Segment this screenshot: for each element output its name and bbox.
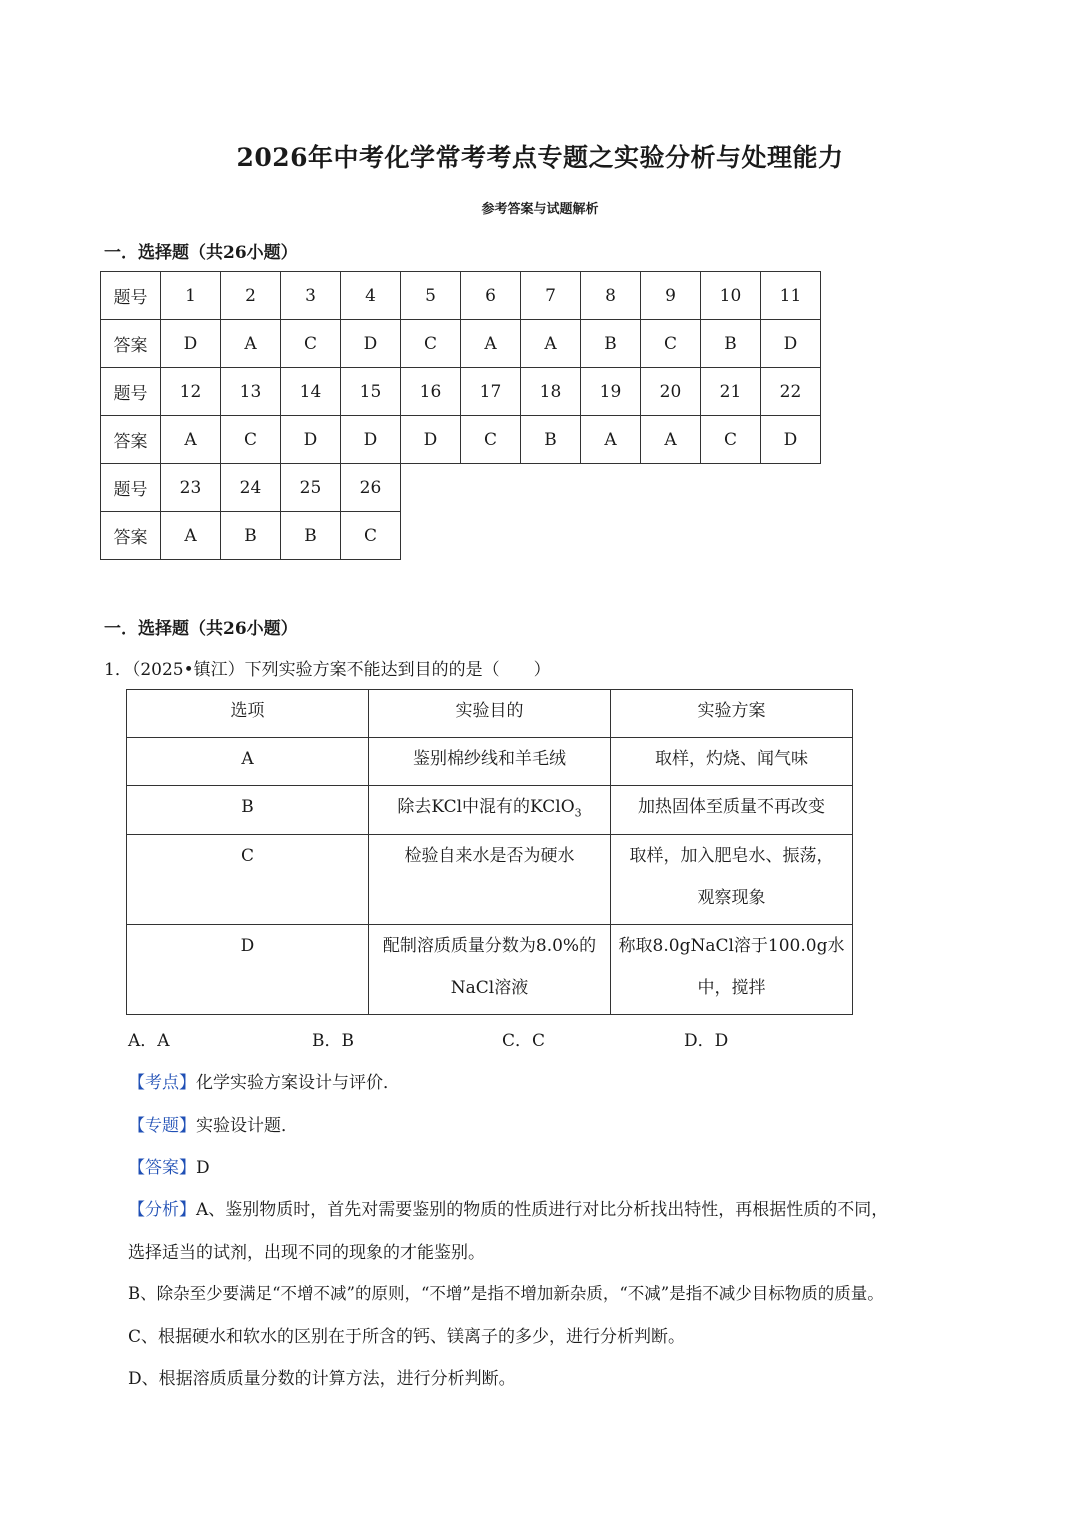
question-number-cell: 8	[581, 272, 641, 320]
answer-cell: A	[221, 320, 281, 368]
answer-cell: A	[581, 416, 641, 464]
row-c-plan-line1: 取样，加入肥皂水、振荡，	[629, 846, 834, 867]
question-number-cell: 4	[341, 272, 401, 320]
label-question-number: 题号	[101, 272, 161, 320]
table-row	[101, 272, 821, 320]
choice-c: C．C	[502, 1031, 546, 1051]
table-row	[101, 512, 821, 560]
row-c-plan	[611, 835, 853, 925]
row-d-plan	[611, 925, 853, 1015]
answer-cell: B	[581, 320, 641, 368]
question-number-cell: 10	[701, 272, 761, 320]
row-a-option: A	[127, 738, 369, 786]
row-d-plan-line1: 称取8.0gNaCl溶于100.0g水	[618, 936, 845, 957]
choice-a: A．A	[128, 1031, 170, 1051]
table-row	[127, 925, 853, 1015]
answer-cell: C	[221, 416, 281, 464]
answer-cell: C	[701, 416, 761, 464]
row-b-goal	[369, 786, 611, 835]
zhuanti-tag: 【专题】	[128, 1116, 196, 1136]
table-row	[127, 786, 853, 835]
row-d-goal-line2: NaCl溶液	[450, 978, 529, 999]
row-d-plan-line2: 中，搅拌	[697, 978, 766, 999]
document-subtitle: 参考答案与试题解析	[481, 202, 599, 217]
question-number-cell: 2	[221, 272, 281, 320]
question-number-cell: 9	[641, 272, 701, 320]
row-b-goal-subscript: 3	[574, 806, 582, 820]
question-number-cell: 25	[281, 464, 341, 512]
answer-cell: D	[281, 416, 341, 464]
label-answer: 答案	[101, 512, 161, 560]
question-number-cell: 17	[461, 368, 521, 416]
answer-cell: C	[641, 320, 701, 368]
question-number-cell: 21	[701, 368, 761, 416]
label-question-number: 题号	[101, 464, 161, 512]
answer-cell: C	[461, 416, 521, 464]
question-1-stem: 1．（2025•镇江）下列实验方案不能达到目的的是（ ）	[104, 660, 551, 680]
row-d-goal	[369, 925, 611, 1015]
section-heading-answers: 一．选择题（共26小题）	[104, 243, 298, 263]
table-header-plan: 实验方案	[611, 690, 853, 738]
row-b-goal-text: 除去KCl中混有的KClO	[397, 797, 575, 817]
table-row	[101, 320, 821, 368]
question-number-cell: 12	[161, 368, 221, 416]
row-b-plan: 加热固体至质量不再改变	[611, 786, 853, 835]
fenxi-line-c: C、根据硬水和软水的区别在于所含的钙、镁离子的多少，进行分析判断。	[128, 1327, 686, 1347]
answer-cell: D	[161, 320, 221, 368]
question-number-cell: 18	[521, 368, 581, 416]
question-number-cell: 22	[761, 368, 821, 416]
question-number-cell: 23	[161, 464, 221, 512]
row-c-goal: 检验自来水是否为硬水	[369, 835, 611, 925]
choice-d: D．D	[684, 1031, 729, 1051]
table-row	[127, 738, 853, 786]
question-number-cell: 1	[161, 272, 221, 320]
question-number-cell: 6	[461, 272, 521, 320]
table-row	[101, 464, 821, 512]
zhuanti-line	[128, 1111, 298, 1136]
question-number-cell: 5	[401, 272, 461, 320]
question-number-cell: 24	[221, 464, 281, 512]
answer-cell: A	[641, 416, 701, 464]
question-number-cell: 20	[641, 368, 701, 416]
document-title: 2026年中考化学常考考点专题之实验分析与处理能力	[236, 143, 844, 172]
question-number-cell: 26	[341, 464, 401, 512]
question-number-cell: 3	[281, 272, 341, 320]
answer-cell: D	[341, 320, 401, 368]
row-c-option: C	[127, 835, 369, 925]
answer-cell: A	[461, 320, 521, 368]
kaodian-text: 化学实验方案设计与评价．	[196, 1073, 400, 1093]
answer-cell: C	[341, 512, 401, 560]
fenxi-text-a: A、鉴别物质时，首先对需要鉴别的物质的性质进行对比分析找出特性，再根据性质的不同，	[196, 1200, 889, 1220]
fenxi-line-d: D、根据溶质质量分数的计算方法，进行分析判断。	[128, 1369, 516, 1389]
answer-cell: C	[401, 320, 461, 368]
table-header-goal: 实验目的	[369, 690, 611, 738]
label-question-number: 题号	[101, 368, 161, 416]
daan-line	[128, 1153, 210, 1178]
label-answer: 答案	[101, 416, 161, 464]
kaodian-tag: 【考点】	[128, 1073, 196, 1093]
answer-cell: B	[281, 512, 341, 560]
experiment-table	[126, 689, 853, 1015]
answer-cell: A	[521, 320, 581, 368]
answer-cell: D	[761, 320, 821, 368]
question-number-cell: 15	[341, 368, 401, 416]
answer-cell: C	[281, 320, 341, 368]
row-a-plan: 取样，灼烧、闻气味	[611, 738, 853, 786]
answer-cell: D	[761, 416, 821, 464]
row-d-goal-line1: 配制溶质质量分数为8.0%的	[382, 936, 597, 957]
question-number-cell: 11	[761, 272, 821, 320]
answer-cell: D	[341, 416, 401, 464]
question-number-cell: 14	[281, 368, 341, 416]
answer-cell: B	[701, 320, 761, 368]
table-header-option: 选项	[127, 690, 369, 738]
answer-table	[100, 271, 821, 560]
row-a-goal: 鉴别棉纱线和羊毛绒	[369, 738, 611, 786]
answer-cell: B	[521, 416, 581, 464]
kaodian-line	[128, 1068, 400, 1093]
question-number-cell: 19	[581, 368, 641, 416]
table-row	[101, 416, 821, 464]
choice-b: B．B	[312, 1031, 354, 1051]
label-answer: 答案	[101, 320, 161, 368]
answer-cell: A	[161, 512, 221, 560]
row-b-option: B	[127, 786, 369, 835]
fenxi-line-a2: 选择适当的试剂，出现不同的现象的才能鉴别。	[128, 1243, 485, 1263]
section-heading-questions: 一．选择题（共26小题）	[104, 619, 298, 639]
answer-cell: A	[161, 416, 221, 464]
fenxi-line-b: B、除杂至少要满足“不增不减”的原则，“不增”是指不增加新杂质，“不减”是指不减少目标物质的质量。	[128, 1284, 884, 1303]
question-number-cell: 7	[521, 272, 581, 320]
question-number-cell: 13	[221, 368, 281, 416]
fenxi-line	[128, 1195, 888, 1220]
row-c-plan-line2: 观察现象	[697, 888, 766, 909]
daan-text: D	[196, 1158, 210, 1178]
table-row	[127, 835, 853, 925]
answer-cell: B	[221, 512, 281, 560]
table-row	[101, 368, 821, 416]
daan-tag: 【答案】	[128, 1158, 196, 1178]
answer-cell: D	[401, 416, 461, 464]
zhuanti-text: 实验设计题．	[196, 1116, 298, 1136]
fenxi-tag: 【分析】	[128, 1200, 196, 1220]
row-d-option: D	[127, 925, 369, 1015]
question-number-cell: 16	[401, 368, 461, 416]
